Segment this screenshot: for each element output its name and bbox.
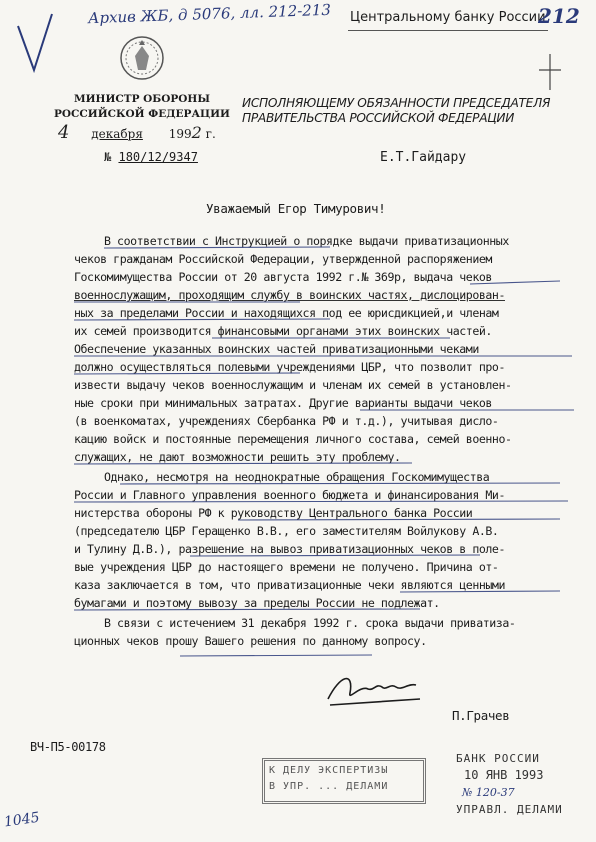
bank-stamp-date: 10 ЯНВ 1993 [464,768,544,782]
body-line: чеков гражданам Российской Федерации, утвержденной распоряжением [74,252,492,266]
body-line: Обеспечение указанных воинских частей приватизационными чеками [74,342,479,356]
greeting-text: Уважаемый Егор Тимурович! [206,201,386,216]
date-month: декабря [91,127,143,141]
signature-name [452,708,509,723]
addressee-bank-text: Центральному банку России [350,10,546,25]
bank-stamp-reg: № 120-37 [462,786,515,799]
recipient-title-line2: ПРАВИТЕЛЬСТВА РОССИЙСКОЙ ФЕДЕРАЦИИ [242,111,515,125]
body-line: нистерства обороны РФ к руководству Центрального банка России [74,506,473,520]
body-line: ционных чеков прошу Вашего решения по данному вопросу. [74,634,427,648]
body-line: их семей производится финансовыми органами этих воинских частей. [74,324,492,338]
body-line: Госкомимущества России от 20 августа 1992 г.№ 369р, выдача чеков [74,270,492,284]
signature-name-text: П.Грачев [452,708,510,723]
body-line: служащих, не дают возможности решить эту проблему. [74,450,401,464]
body-line: В связи с истечением 31 декабря 1992 г. срока выдачи приватиза- [104,616,516,630]
body-line: (в военкоматах, учреждениях Сбербанка РФ и т.д.), учитывая дисло- [74,414,499,428]
body-line: кацию войск и постоянные перемещения личного состава, семей военно- [74,432,512,446]
body-line: Однако, несмотря на неоднократные обращения Госкомимущества [104,470,490,484]
body-line: должно осуществляться полевыми учреждениями ЦБР, что позволит про- [74,360,505,374]
page-number: 212 [538,4,580,28]
archive-stamp-line1: К ДЕЛУ ЭКСПЕРТИЗЫ [269,765,389,776]
date-year-prefix: 199 [168,127,192,141]
body-line: вые учреждения ЦБР до настоящего времени не получено. Причина от- [74,560,499,574]
archive-stamp [262,758,426,804]
body-line: В соответствии с Инструкцией о порядке выдачи приватизационных [104,234,509,248]
date-day: 4 [58,122,70,143]
sender-line2: РОССИЙСКОЙ ФЕДЕРАЦИИ [54,108,230,120]
body-line: России и Главного управления военного бюджета и финансирования Ми- [74,488,505,502]
recipient-name-text: Е.Т.Гайдару [380,150,467,165]
body-line: военнослужащим, проходящим службу в воинских частях, дислоцирован- [74,288,505,302]
body-line: каза заключается в том, что приватизационные чеки являются ценными [74,578,505,592]
reference-code [30,740,106,754]
date-year-suffix: 2 [191,123,202,142]
body-line: бумагами и поэтому вывозу за пределы России не подлежат. [74,596,440,610]
reference-code-text: ВЧ-П5-00178 [30,740,106,754]
corner-note-text: 1045 [3,809,41,831]
body-line: извести выдачу чеков военнослужащим и членам их семей в установлен- [74,378,512,392]
bank-receipt-stamp [456,750,563,818]
number-value: 180/12/9347 [118,150,198,164]
number-label: № [104,150,112,164]
bank-stamp-line3: УПРАВЛ. ДЕЛАМИ [456,803,563,816]
sender-line1: МИНИСТР ОБОРОНЫ [74,93,210,105]
body-line: ных за пределами России и находящихся под ее юрисдикцией,и членам [74,306,499,320]
bank-stamp-line1: БАНК РОССИИ [456,752,540,765]
body-line: и Тулину Д.В.), разрешение на вывоз приватизационных чеков в поле- [74,542,505,556]
date-year-end: г. [205,127,216,141]
archive-note-text: Архив ЖБ, д 5076, лл. 212-213 [87,0,332,28]
body-line: ные сроки при минимальных затратах. Другие варианты выдачи чеков [74,396,492,410]
handwritten-signature [320,665,430,715]
recipient-title-line1: ИСПОЛНЯЮЩЕМУ ОБЯЗАННОСТИ ПРЕДСЕДАТЕЛЯ [242,96,551,110]
archive-stamp-line2: В УПР. ... ДЕЛАМИ [269,781,389,792]
body-line: (председателю ЦБР Геращенко В.В., его заместителям Войлукову А.В. [74,524,499,538]
